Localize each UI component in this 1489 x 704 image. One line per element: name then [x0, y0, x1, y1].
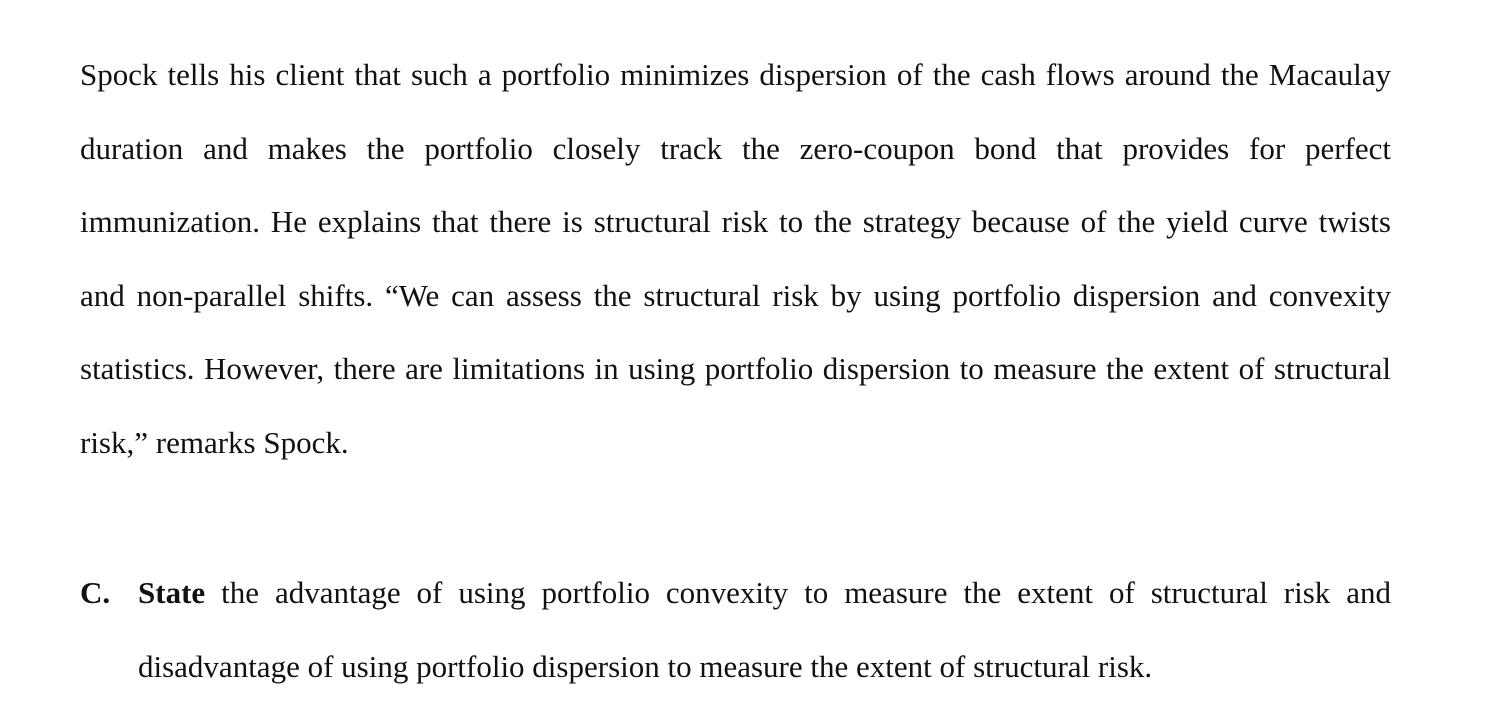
question-label: C. — [80, 575, 111, 610]
question-c — [80, 556, 1391, 703]
question-body — [138, 556, 1391, 703]
question-text: the advantage of using portfolio convexity to measure the extent of structural risk and disadvantage of using portfolio dispersion to measure the extent of structural risk. — [138, 575, 1391, 684]
body-paragraph: Spock tells his client that such a portfolio minimizes dispersion of the cash flows around the Macaulay duration and makes the portfolio closely track the zero-coupon bond that provides for perfect immunization. He explains that there is structural risk to the strategy because of the yield curve twists and non-parallel shifts. “We can assess the structural risk by using portfolio dispersion and convexity statistics. However, there are limitations in using portfolio dispersion to measure the extent of structural risk,” remarks Spock. — [80, 57, 1391, 460]
question-verb: State — [138, 575, 206, 610]
